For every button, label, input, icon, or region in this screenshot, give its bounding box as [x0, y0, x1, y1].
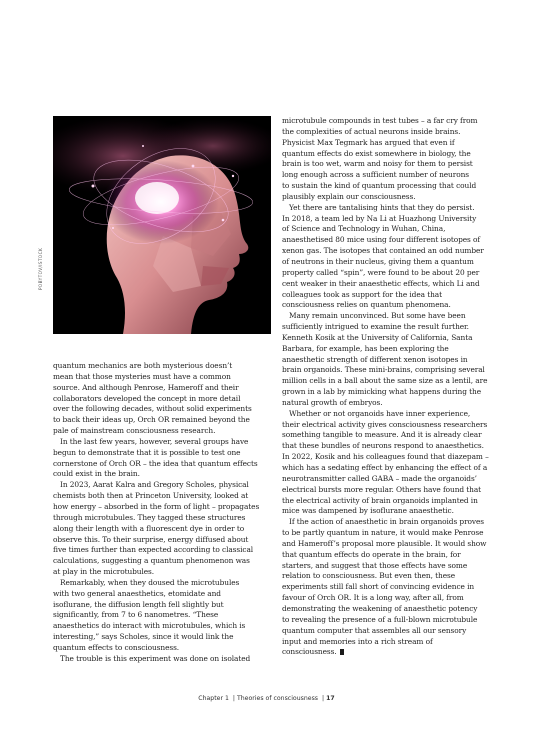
text-line: neurotransmitter called GABA – made the organoids’: [282, 473, 477, 483]
text-line: electrical bursts more regular. Others have found that: [282, 484, 482, 494]
text-line: mean that those mysteries must have a common: [53, 371, 231, 381]
text-line: something tangible to measure. And it is already clear: [282, 430, 482, 440]
text-line: to be partly quantum in nature, it would make Penrose: [282, 528, 484, 538]
text-line: starters, and suggest that those effects have some: [282, 560, 468, 570]
text-line: In 2022, Kosik and his colleagues found that diazepam –: [282, 452, 489, 462]
text-line: interesting,” says Scholes, since it would link the: [53, 632, 234, 642]
text-line: property called “spin”, were found to be about 20 per: [282, 267, 480, 277]
text-line: and Hameroff’s proposal more plausible. It would show: [282, 538, 487, 548]
page-footer: [0, 695, 533, 702]
text-line: that these bundles of neurons respond to anaesthetics.: [282, 441, 484, 451]
text-line: quantum computer that assembles all our sensory: [282, 625, 467, 635]
text-line: cornerstone of Orch OR – the idea that quantum effects: [53, 458, 258, 468]
text-line: consciousness relies on quantum phenomena.: [282, 300, 451, 310]
text-line: anaesthetics do interact with microtubules, which is: [53, 621, 246, 631]
text-line: to sustain the kind of quantum processing that could: [282, 181, 477, 191]
text-line: isoflurane, the diffusion length fell slightly but: [53, 599, 224, 609]
text-line: along their length with a fluorescent dye in order to: [53, 523, 245, 533]
left-text-column: [53, 361, 271, 665]
text-line: how energy – absorbed in the form of light – propagates: [53, 501, 260, 511]
text-line: long enough across a sufficient number of neurons: [282, 170, 469, 180]
footer-section: Theories of consciousness: [236, 695, 319, 702]
text-line: consciousness.: [282, 647, 500, 658]
text-line: the electrical activity of brain organoids implanted in: [282, 495, 478, 505]
text-line: microtubule compounds in test tubes – a far cry from: [282, 116, 478, 125]
text-line: brain organoids. These mini-brains, comprising several: [282, 365, 485, 375]
text-line: at play in the microtubules.: [53, 567, 155, 577]
text-line: In 2023, Aarat Kalra and Gregory Scholes, physical: [60, 480, 249, 490]
text-line: source. And although Penrose, Hameroff and their: [53, 382, 239, 392]
text-line: Many remain unconvinced. But some have been: [289, 311, 466, 321]
paragraph: [53, 480, 271, 578]
paragraph: [53, 578, 271, 654]
text-line: quantum effects do exist somewhere in biology, the: [282, 148, 471, 158]
text-line: demonstrating the weakening of anaesthetic potency: [282, 603, 478, 613]
paragraph: [282, 203, 500, 311]
text-line: to revealing the presence of a full-blown microtubule: [282, 614, 478, 624]
page-number: 17: [326, 695, 335, 702]
paragraph: [53, 361, 271, 437]
text-line: chemists both then at Princeton University, looked at: [53, 491, 249, 501]
paragraph: [282, 409, 500, 517]
text-line: anaesthetised 80 mice using four different isotopes of: [282, 235, 481, 245]
glowing-human-head-icon: [53, 116, 271, 334]
paragraph: [53, 437, 271, 480]
text-line: natural growth of embryos.: [282, 397, 383, 407]
text-line: significantly, from 7 to 6 nanometres. “These: [53, 610, 219, 620]
text-line: colleagues took as support for the idea that: [282, 289, 442, 299]
text-line: In the last few years, however, several groups have: [60, 436, 249, 446]
text-line: through microtubules. They tagged these structures: [53, 512, 246, 522]
footer-chapter: Chapter 1: [198, 695, 229, 702]
image-credit: POBYTOV/ISTOCK: [38, 247, 43, 290]
text-line: mice was dampened by isoflurane anaesthetic.: [282, 506, 454, 516]
text-line: their electrical activity gives consciousness researchers: [282, 419, 488, 429]
text-line: quantum effects to consciousness.: [53, 642, 180, 652]
text-line: collaborators developed the concept in more detail: [53, 393, 241, 403]
text-line: Whether or not organoids have inner experience,: [289, 408, 471, 418]
text-line: experiments still fall short of convincing evidence in: [282, 582, 475, 592]
text-line: cent weaker in their anaesthetic effects, which Li and: [282, 278, 480, 288]
text-line: xenon gas. The isotopes that contained an odd number: [282, 246, 484, 256]
text-line: If the action of anaesthetic in brain organoids proves: [289, 517, 485, 527]
text-line: million cells in a ball about the same size as a lentil, are: [282, 376, 488, 386]
text-line: Remarkably, when they doused the microtubules: [60, 577, 240, 587]
text-line: favour of Orch OR. It is a long way, after all, from: [282, 593, 464, 603]
text-line: of Science and Technology in Wuhan, China,: [282, 224, 446, 234]
paragraph: [53, 654, 271, 665]
text-line: over the following decades, without solid experiments: [53, 404, 252, 414]
text-line: of neutrons in their nucleus, giving them a quantum: [282, 256, 474, 266]
text-line: observe this. To their surprise, energy diffused about: [53, 534, 249, 544]
text-line: begun to demonstrate that it is possible to test one: [53, 447, 241, 457]
text-line: with two general anaesthetics, etomidate and: [53, 588, 221, 598]
text-line: the complexities of actual neurons inside brains.: [282, 126, 461, 136]
text-line: In 2018, a team led by Na Li at Huazhong University: [282, 213, 477, 223]
head-illustration: [53, 116, 271, 334]
text-line: quantum mechanics are both mysterious doesn’t: [53, 361, 233, 370]
paragraph: [282, 116, 500, 203]
text-line: five times further than expected according to classical: [53, 545, 254, 555]
text-line: input and memories into a rich stream of: [282, 636, 433, 646]
text-line: Barbara, for example, has been exploring the: [282, 343, 449, 353]
footer-separator-2: |: [322, 695, 325, 702]
text-line: could exist in the brain.: [53, 469, 140, 479]
text-line: brain is too wet, warm and noisy for them to persist: [282, 159, 473, 169]
text-line: sufficiently intrigued to examine the result further.: [282, 322, 469, 332]
text-line: pale of mainstream consciousness research.: [53, 426, 216, 436]
text-line: which has a sedating effect by enhancing the effect of a: [282, 463, 488, 472]
text-line: The trouble is this experiment was done on isolated: [60, 653, 251, 663]
paragraph: [282, 311, 500, 409]
text-line: calculations, suggesting a quantum phenomenon was: [53, 556, 250, 566]
text-line: that quantum effects do operate in the brain, for: [282, 549, 461, 559]
footer-separator: |: [232, 695, 235, 702]
end-of-article-icon: [340, 649, 344, 655]
paragraph: [282, 517, 500, 658]
text-line: relation to consciousness. But even then, these: [282, 571, 456, 581]
text-line: Kenneth Kosik at the University of California, Santa: [282, 332, 473, 342]
text-line: anaesthetic strength of different xenon isotopes in: [282, 354, 468, 364]
text-line: grown in a lab by mimicking what happens during the: [282, 387, 482, 397]
right-text-column: [282, 116, 500, 658]
text-line: Physicist Max Tegmark has argued that even if: [282, 137, 455, 147]
text-line: Yet there are tantalising hints that they do persist.: [289, 202, 475, 212]
text-line: to back their ideas up, Orch OR remained beyond the: [53, 415, 250, 425]
text-line: plausibly explain our consciousness.: [282, 191, 416, 201]
